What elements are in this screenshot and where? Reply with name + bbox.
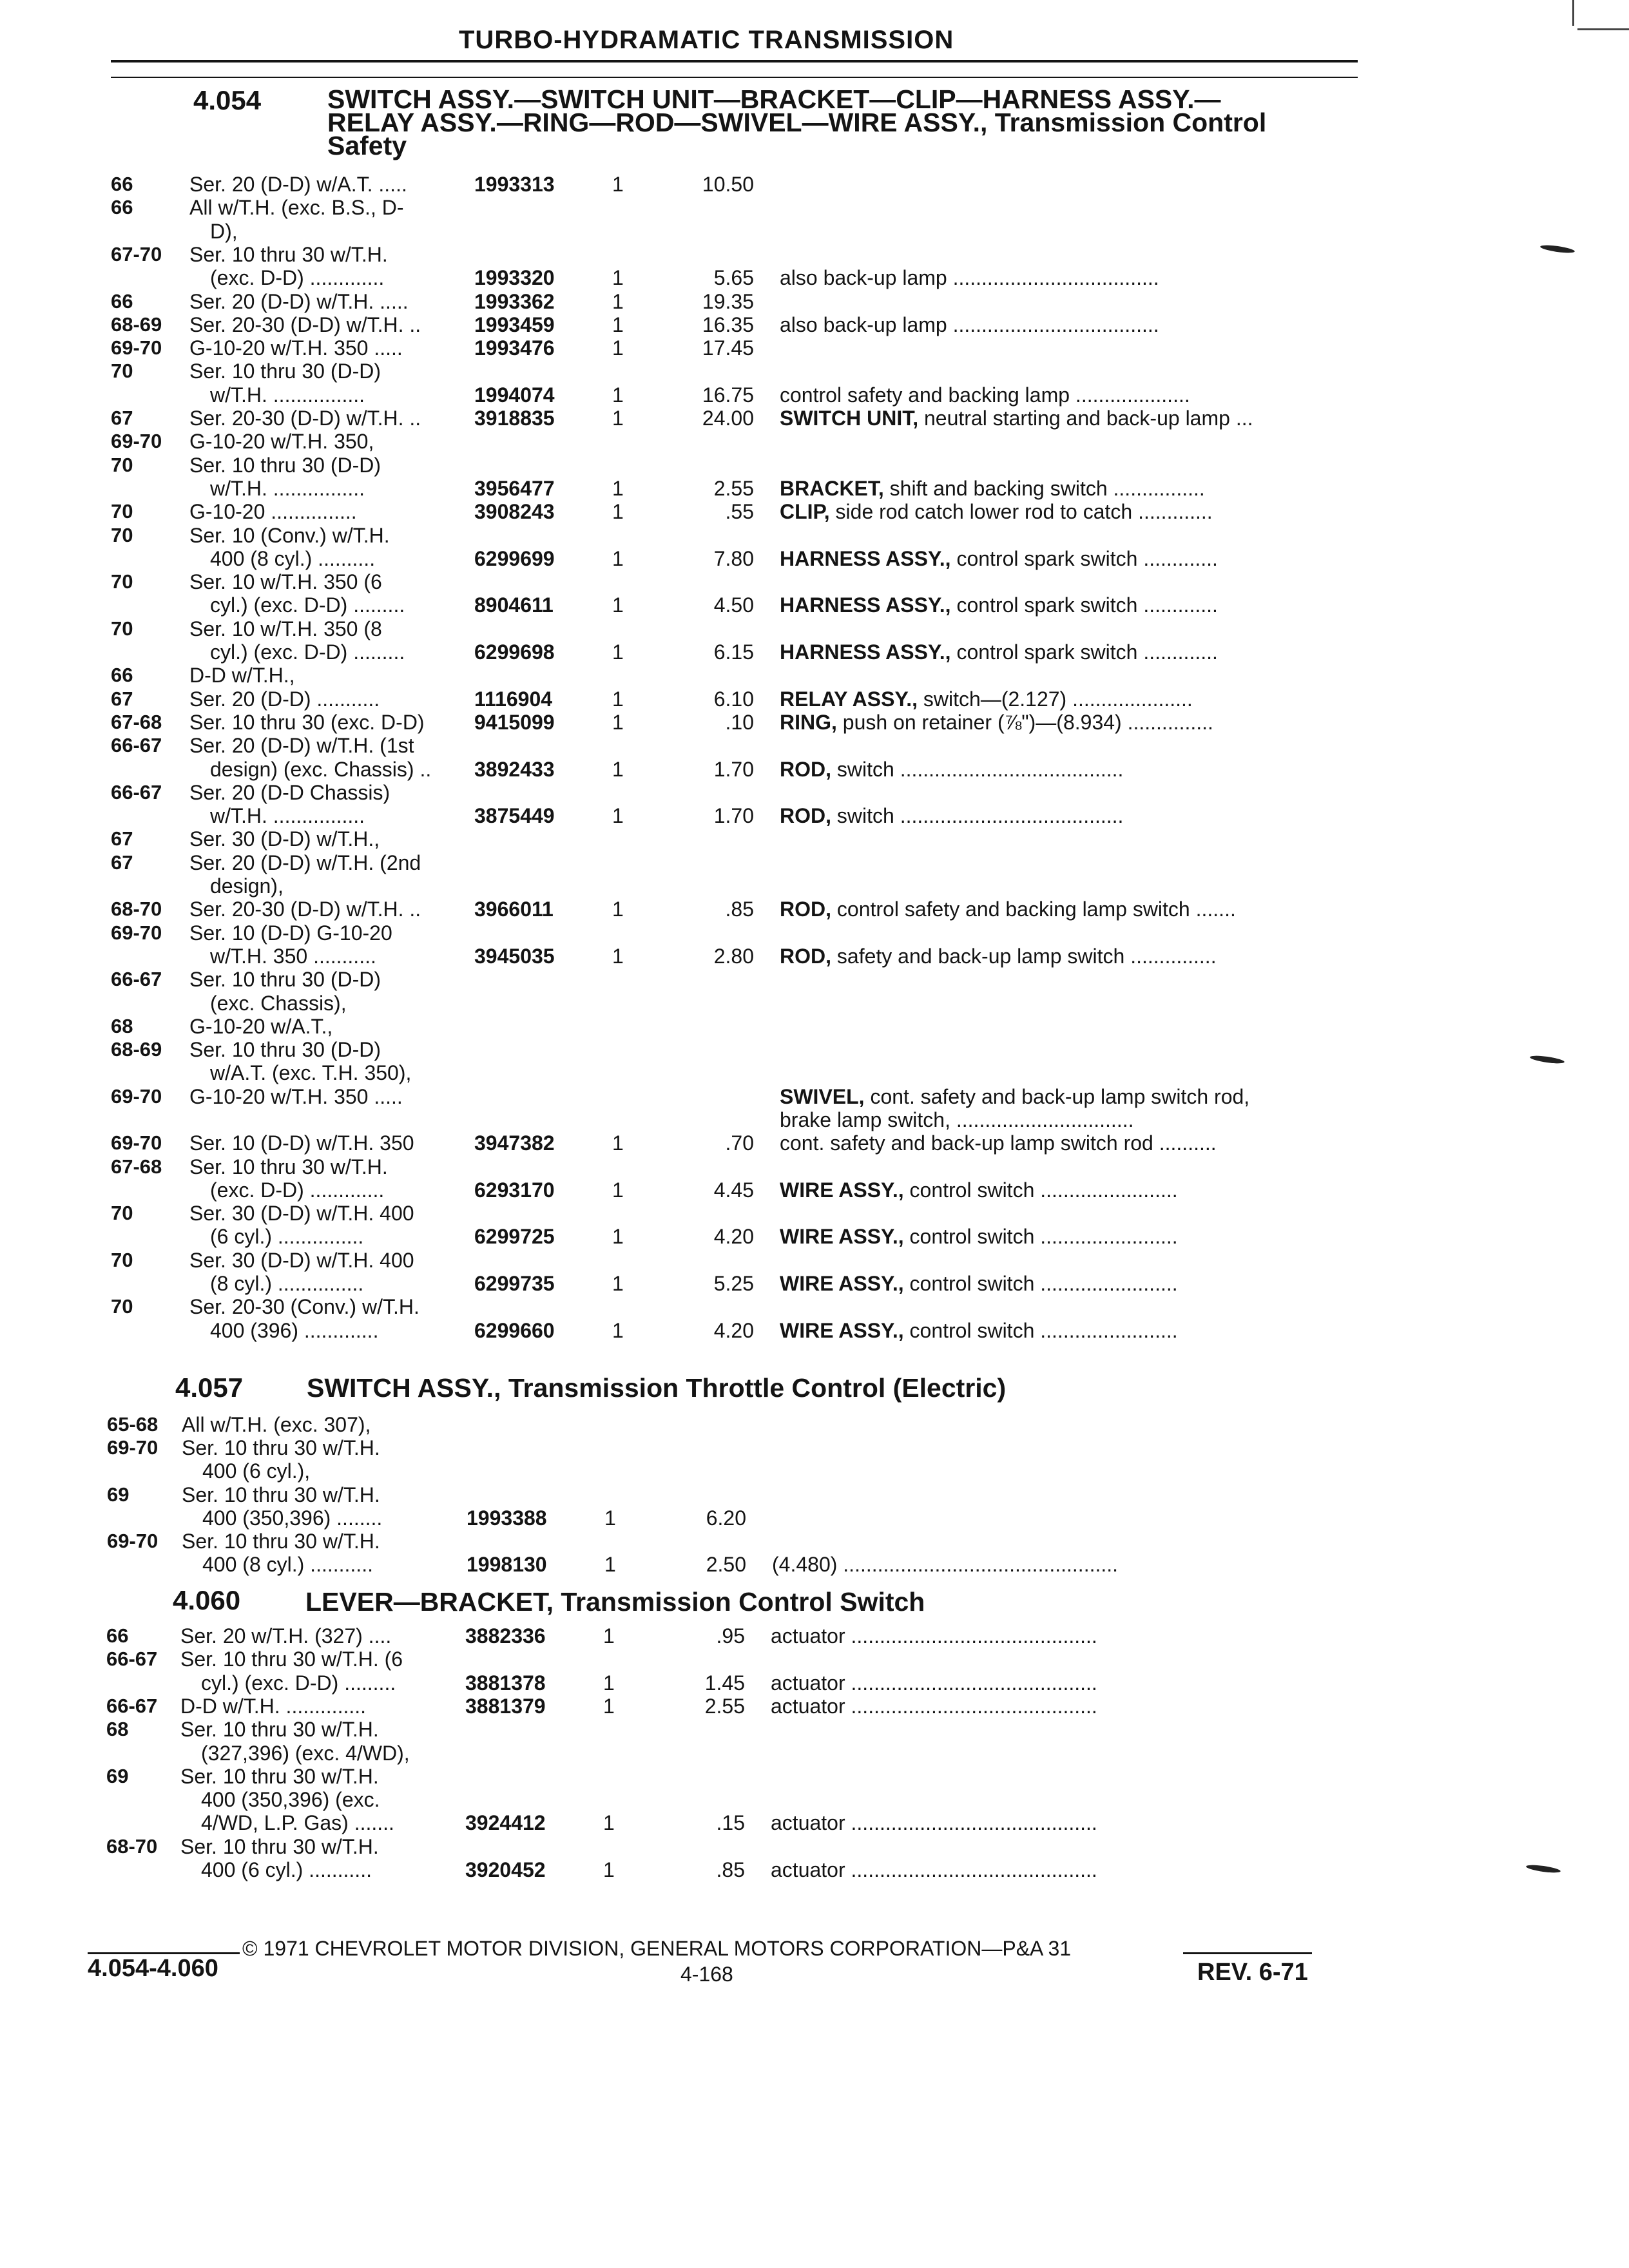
header-rule: [111, 60, 1358, 62]
part-remarks-text: side rod catch lower rod to catch .............: [829, 500, 1213, 523]
model-year: 69: [106, 1765, 129, 1787]
part-remarks: [780, 945, 1217, 968]
model-year: 69-70: [107, 1436, 159, 1459]
price: 2.55: [704, 1695, 745, 1718]
part-remarks-text: brake lamp switch, ...............................: [780, 1108, 1134, 1131]
model-year: 66: [111, 196, 133, 218]
application-description: G-10-20 ...............: [189, 500, 357, 523]
part-remarks-text: also back-up lamp ....................................: [780, 313, 1159, 336]
price: 4.50: [713, 593, 754, 617]
part-remarks-text: control switch ........................: [903, 1178, 1178, 1202]
footer-section-range: 4.054-4.060: [88, 1955, 218, 1982]
price: .85: [716, 1858, 745, 1881]
quantity: 1: [612, 898, 624, 921]
part-remarks: [771, 1671, 1097, 1695]
application-description: Ser. 10 thru 30 (D-D): [189, 360, 381, 383]
price: 24.00: [702, 407, 754, 430]
quantity: 1: [612, 477, 624, 500]
application-description: design) (exc. Chassis) ..: [210, 758, 432, 781]
quantity: 1: [603, 1695, 615, 1718]
model-year: 68: [106, 1718, 129, 1740]
application-description: cyl.) (exc. D-D) .........: [201, 1671, 396, 1695]
model-year: 66-67: [111, 781, 162, 803]
model-year: 66-67: [111, 734, 162, 756]
part-remarks: [780, 1131, 1217, 1155]
section-number: 4.054: [193, 85, 262, 115]
application-description: design),: [210, 874, 284, 898]
price: .85: [725, 898, 754, 921]
price: 1.70: [713, 758, 754, 781]
application-description: Ser. 20-30 (D-D) w/T.H. ..: [189, 313, 421, 336]
application-description: w/T.H. 350 ...........: [210, 945, 376, 968]
application-description: 400 (396) .............: [210, 1319, 379, 1342]
part-name: ROD,: [780, 945, 831, 968]
application-description: w/T.H. ................: [210, 804, 365, 827]
page-header-title: TURBO-HYDRAMATIC TRANSMISSION: [459, 26, 954, 54]
part-remarks: [780, 711, 1213, 735]
quantity: 1: [612, 687, 624, 711]
part-name: BRACKET,: [780, 477, 884, 500]
part-name: HARNESS ASSY.,: [780, 547, 951, 570]
application-description: Ser. 10 (D-D) w/T.H. 350: [189, 1131, 414, 1155]
model-year: 69-70: [107, 1530, 159, 1552]
application-description: (327,396) (exc. 4/WD),: [201, 1742, 410, 1765]
application-description: Ser. 20 (D-D) ...........: [189, 687, 380, 711]
footer-rule-right: [1183, 1952, 1312, 1954]
quantity: 1: [603, 1811, 615, 1834]
part-number: 6299698: [474, 640, 555, 664]
part-number: 3875449: [474, 804, 555, 827]
part-remarks-text: also back-up lamp ....................................: [780, 266, 1159, 289]
application-description: w/T.H. ................: [210, 477, 365, 500]
part-number: 3966011: [474, 898, 554, 921]
application-description: G-10-20 w/T.H. 350,: [189, 430, 374, 453]
price: .55: [725, 500, 754, 523]
price: 17.45: [702, 336, 754, 360]
model-year: 70: [111, 524, 133, 546]
price: .70: [725, 1131, 754, 1155]
part-remarks: [780, 547, 1218, 571]
application-description: All w/T.H. (exc. B.S., D-: [189, 196, 404, 219]
application-description: Ser. 10 thru 30 w/T.H.: [189, 243, 388, 266]
model-year: 67: [111, 407, 133, 429]
price: 4.20: [713, 1225, 754, 1248]
application-description: Ser. 10 thru 30 (D-D): [189, 968, 381, 991]
application-description: Ser. 10 thru 30 w/T.H.: [182, 1530, 380, 1553]
part-number: 3908243: [474, 500, 555, 523]
price: 2.80: [713, 945, 754, 968]
part-remarks: [780, 407, 1253, 430]
application-description: Ser. 20 w/T.H. (327) ....: [180, 1624, 392, 1648]
part-remarks: [771, 1811, 1097, 1835]
price: 1.45: [704, 1671, 745, 1695]
margin-punch-mark: [1526, 1863, 1561, 1874]
quantity: 1: [612, 593, 624, 617]
model-year: 68-69: [111, 1038, 162, 1061]
price: 1.70: [713, 804, 754, 827]
application-description: Ser. 10 w/T.H. 350 (6: [189, 570, 382, 593]
part-remarks: [780, 383, 1190, 407]
application-description: Ser. 20 (D-D) w/T.H. .....: [189, 290, 409, 313]
application-description: 400 (6 cyl.) ...........: [201, 1858, 372, 1881]
part-name: WIRE ASSY.,: [780, 1178, 904, 1202]
part-remarks: [780, 1272, 1178, 1296]
part-number: 3918835: [474, 407, 555, 430]
application-description: Ser. 30 (D-D) w/T.H.,: [189, 827, 380, 850]
price: 4.45: [713, 1178, 754, 1202]
application-description: All w/T.H. (exc. 307),: [182, 1413, 371, 1436]
model-year: 67-70: [111, 243, 162, 265]
part-remarks: [780, 1178, 1178, 1202]
model-year: 67: [111, 851, 133, 874]
part-number: 6299735: [474, 1272, 555, 1295]
part-remarks: [780, 640, 1218, 664]
model-year: 70: [111, 360, 133, 382]
model-year: 69-70: [111, 1085, 162, 1108]
quantity: 1: [612, 383, 624, 407]
application-description: D-D w/T.H. ..............: [180, 1695, 367, 1718]
application-description: D),: [210, 220, 238, 243]
part-name: SWITCH UNIT,: [780, 407, 919, 430]
part-number: 1993476: [474, 336, 555, 360]
scan-corner-mark-2: [1577, 28, 1629, 30]
price: 16.75: [702, 383, 754, 407]
price: 5.25: [713, 1272, 754, 1295]
application-description: Ser. 10 thru 30 (D-D): [189, 454, 381, 477]
application-description: (exc. Chassis),: [210, 992, 347, 1015]
part-number: 3920452: [465, 1858, 546, 1881]
application-description: Ser. 10 (Conv.) w/T.H.: [189, 524, 390, 547]
part-number: 6299660: [474, 1319, 555, 1342]
footer-rule-left: [88, 1952, 240, 1954]
part-number: 6299699: [474, 547, 555, 570]
price: 6.10: [713, 687, 754, 711]
price: 7.80: [713, 547, 754, 570]
model-year: 69-70: [111, 921, 162, 944]
part-remarks: [771, 1695, 1097, 1718]
quantity: 1: [612, 640, 624, 664]
application-description: (6 cyl.) ...............: [210, 1225, 364, 1248]
quantity: 1: [603, 1858, 615, 1881]
part-remarks-text: safety and back-up lamp switch ...............: [831, 945, 1217, 968]
footer-copyright: © 1971 CHEVROLET MOTOR DIVISION, GENERAL MOTORS CORPORATION—P&A 31: [242, 1937, 1072, 1960]
model-year: 68-70: [106, 1835, 158, 1858]
part-number: 3956477: [474, 477, 555, 500]
quantity: 1: [612, 945, 624, 968]
part-remarks: [780, 804, 1123, 828]
part-number: 3882336: [465, 1624, 546, 1648]
model-year: 69-70: [111, 430, 162, 452]
part-name: HARNESS ASSY.,: [780, 593, 951, 617]
application-description: Ser. 20 (D-D) w/T.H. (1st: [189, 734, 414, 757]
model-year: 70: [111, 1295, 133, 1318]
price: 16.35: [702, 313, 754, 336]
quantity: 1: [603, 1624, 615, 1648]
part-remarks-text: push on retainer (⅞")—(8.934) ...............: [836, 711, 1213, 734]
part-number: 1116904: [474, 687, 553, 711]
part-number: 6293170: [474, 1178, 555, 1202]
model-year: 69-70: [111, 336, 162, 359]
part-remarks-text: shift and backing switch ................: [883, 477, 1205, 500]
price: 10.50: [702, 173, 754, 196]
model-year: 70: [111, 1202, 133, 1224]
application-description: Ser. 10 thru 30 w/T.H. (6: [180, 1648, 403, 1671]
application-description: Ser. 20-30 (Conv.) w/T.H.: [189, 1295, 419, 1318]
model-year: 67-68: [111, 1155, 162, 1178]
part-number: 3947382: [474, 1131, 555, 1155]
model-year: 66: [111, 290, 133, 312]
margin-punch-mark: [1540, 244, 1576, 254]
quantity: 1: [604, 1553, 616, 1576]
part-remarks: [780, 1319, 1178, 1343]
part-number: 3924412: [465, 1811, 546, 1834]
quantity: 1: [612, 336, 624, 360]
application-description: G-10-20 w/A.T.,: [189, 1015, 333, 1038]
model-year: 65-68: [107, 1413, 159, 1436]
quantity: 1: [612, 1272, 624, 1295]
application-description: Ser. 10 thru 30 (exc. D-D): [189, 711, 425, 734]
part-number: 1993320: [474, 266, 555, 289]
application-description: cyl.) (exc. D-D) .........: [210, 640, 405, 664]
part-number: 1993459: [474, 313, 555, 336]
model-year: 68-70: [111, 898, 162, 920]
price: 4.20: [713, 1319, 754, 1342]
part-number: 3881379: [465, 1695, 546, 1718]
application-description: Ser. 20-30 (D-D) w/T.H. ..: [189, 407, 421, 430]
part-number: 3892433: [474, 758, 555, 781]
model-year: 68: [111, 1015, 133, 1037]
quantity: 1: [612, 266, 624, 289]
part-remarks-text: (4.480) ................................................: [772, 1553, 1119, 1576]
quantity: 1: [604, 1506, 616, 1530]
model-year: 68-69: [111, 313, 162, 336]
application-description: 400 (350,396) ........: [202, 1506, 383, 1530]
part-remarks-text: control switch ........................: [903, 1272, 1178, 1295]
part-remarks-text: neutral starting and back-up lamp ...: [918, 407, 1253, 430]
price: 2.55: [713, 477, 754, 500]
model-year: 66-67: [106, 1648, 158, 1670]
price: .15: [716, 1811, 745, 1834]
part-remarks-text: actuator ...........................................: [771, 1858, 1097, 1881]
part-remarks: [780, 898, 1236, 921]
model-year: 66: [111, 664, 133, 686]
section-title: SWITCH ASSY.—SWITCH UNIT—BRACKET—CLIP—HARNESS ASSY.—: [327, 84, 1221, 114]
quantity: 1: [612, 1319, 624, 1342]
part-number: 1993388: [467, 1506, 547, 1530]
model-year: 69-70: [111, 1131, 162, 1154]
part-remarks: [771, 1624, 1097, 1648]
part-remarks-text: switch—(2.127) .....................: [918, 687, 1193, 711]
application-description: Ser. 10 w/T.H. 350 (8: [189, 617, 382, 640]
part-name: ROD,: [780, 898, 831, 921]
application-description: 400 (350,396) (exc.: [201, 1788, 380, 1811]
application-description: G-10-20 w/T.H. 350 .....: [189, 1085, 403, 1108]
part-remarks: [780, 593, 1218, 617]
part-number: 6299725: [474, 1225, 555, 1248]
part-remarks-text: actuator ...........................................: [771, 1695, 1097, 1718]
quantity: 1: [612, 407, 624, 430]
part-number: 1993362: [474, 290, 555, 313]
part-remarks-text: control spark switch .............: [950, 547, 1218, 570]
model-year: 66: [106, 1624, 129, 1647]
part-number: 3881378: [465, 1671, 546, 1695]
part-number: 1994074: [474, 383, 555, 407]
footer-revision: REV. 6-71: [1197, 1959, 1308, 1986]
application-description: 400 (8 cyl.) ..........: [210, 547, 376, 570]
part-name: CLIP,: [780, 500, 830, 523]
part-remarks-text: actuator ...........................................: [771, 1624, 1097, 1648]
quantity: 1: [612, 804, 624, 827]
part-name: WIRE ASSY.,: [780, 1319, 904, 1342]
application-description: 400 (8 cyl.) ...........: [202, 1553, 373, 1576]
model-year: 70: [111, 570, 133, 593]
application-description: Ser. 10 thru 30 w/T.H.: [180, 1835, 379, 1858]
part-number: 8904611: [474, 593, 554, 617]
model-year: 70: [111, 454, 133, 476]
part-name: RELAY ASSY.,: [780, 687, 918, 711]
quantity: 1: [612, 711, 624, 734]
model-year: 66-67: [111, 968, 162, 990]
part-number: 1998130: [467, 1553, 547, 1576]
part-name: HARNESS ASSY.,: [780, 640, 951, 664]
model-year: 67: [111, 827, 133, 850]
model-year: 70: [111, 1249, 133, 1271]
section-title: SWITCH ASSY., Transmission Throttle Control (Electric): [307, 1373, 1007, 1403]
scan-corner-mark: [1572, 0, 1574, 26]
part-remarks-text: actuator ...........................................: [771, 1811, 1097, 1834]
application-description: D-D w/T.H.,: [189, 664, 295, 687]
application-description: Ser. 10 thru 30 w/T.H.: [180, 1718, 379, 1741]
part-remarks: [772, 1553, 1118, 1577]
application-description: (8 cyl.) ...............: [210, 1272, 364, 1295]
part-remarks: [780, 313, 1159, 337]
application-description: Ser. 10 thru 30 w/T.H.: [182, 1436, 380, 1459]
price: .95: [716, 1624, 745, 1648]
quantity: 1: [603, 1671, 615, 1695]
part-remarks-text: control spark switch .............: [950, 640, 1218, 664]
header-rule-2: [111, 77, 1358, 78]
application-description: w/A.T. (exc. T.H. 350),: [210, 1061, 412, 1084]
application-description: Ser. 10 thru 30 (D-D): [189, 1038, 381, 1061]
model-year: 67-68: [111, 711, 162, 733]
section-number: 4.060: [173, 1585, 241, 1615]
part-number: 1993313: [474, 173, 555, 196]
footer-page-number: 4-168: [680, 1963, 733, 1986]
application-description: Ser. 10 thru 30 w/T.H.: [189, 1155, 388, 1178]
application-description: Ser. 10 (D-D) G-10-20: [189, 921, 392, 945]
quantity: 1: [612, 1131, 624, 1155]
part-remarks: [780, 500, 1213, 524]
part-name: ROD,: [780, 804, 831, 827]
price: 5.65: [713, 266, 754, 289]
application-description: Ser. 30 (D-D) w/T.H. 400: [189, 1202, 414, 1225]
application-description: (exc. D-D) .............: [210, 1178, 385, 1202]
application-description: cyl.) (exc. D-D) .........: [210, 593, 405, 617]
price: 6.20: [706, 1506, 746, 1530]
quantity: 1: [612, 313, 624, 336]
part-name: ROD,: [780, 758, 831, 781]
part-remarks-text: control spark switch .............: [950, 593, 1218, 617]
price: 6.15: [713, 640, 754, 664]
part-name: WIRE ASSY.,: [780, 1225, 904, 1248]
part-remarks-text: control safety and backing lamp ....................: [780, 383, 1190, 407]
part-remarks: [780, 266, 1159, 290]
part-name: RING,: [780, 711, 837, 734]
application-description: Ser. 20 (D-D) w/T.H. (2nd: [189, 851, 421, 874]
section-title: RELAY ASSY.—RING—ROD—SWIVEL—WIRE ASSY., Transmission Control: [327, 108, 1267, 137]
price: 19.35: [702, 290, 754, 313]
quantity: 1: [612, 1225, 624, 1248]
quantity: 1: [612, 290, 624, 313]
application-description: G-10-20 w/T.H. 350 .....: [189, 336, 403, 360]
section-number: 4.057: [175, 1372, 244, 1403]
part-number: 3945035: [474, 945, 555, 968]
model-year: 66-67: [106, 1695, 158, 1717]
model-year: 70: [111, 617, 133, 640]
section-title: Safety: [327, 131, 407, 160]
part-remarks: [780, 758, 1123, 782]
part-remarks: [780, 1225, 1178, 1249]
part-remarks: [780, 1108, 1133, 1132]
part-remarks-text: switch .......................................: [831, 804, 1124, 827]
quantity: 1: [612, 547, 624, 570]
quantity: 1: [612, 173, 624, 196]
price: .10: [725, 711, 754, 734]
part-remarks: [771, 1858, 1097, 1882]
price: 2.50: [706, 1553, 746, 1576]
application-description: 4/WD, L.P. Gas) .......: [201, 1811, 394, 1834]
part-number: 9415099: [474, 711, 555, 734]
part-remarks-text: cont. safety and back-up lamp switch rod,: [864, 1085, 1250, 1108]
part-remarks: [780, 687, 1193, 711]
application-description: w/T.H. ................: [210, 383, 365, 407]
quantity: 1: [612, 758, 624, 781]
model-year: 67: [111, 687, 133, 710]
application-description: Ser. 20 (D-D Chassis): [189, 781, 390, 804]
part-remarks-text: control switch ........................: [903, 1225, 1178, 1248]
application-description: Ser. 20 (D-D) w/A.T. .....: [189, 173, 407, 196]
part-remarks-text: cont. safety and back-up lamp switch rod ..........: [780, 1131, 1217, 1155]
part-remarks-text: actuator ...........................................: [771, 1671, 1097, 1695]
part-remarks-text: switch .......................................: [831, 758, 1124, 781]
quantity: 1: [612, 500, 624, 523]
application-description: Ser. 20-30 (D-D) w/T.H. ..: [189, 898, 421, 921]
model-year: 70: [111, 500, 133, 523]
application-description: Ser. 10 thru 30 w/T.H.: [180, 1765, 379, 1788]
part-remarks-text: control switch ........................: [903, 1319, 1178, 1342]
part-name: SWIVEL,: [780, 1085, 865, 1108]
application-description: Ser. 30 (D-D) w/T.H. 400: [189, 1249, 414, 1272]
application-description: (exc. D-D) .............: [210, 266, 385, 289]
model-year: 66: [111, 173, 133, 195]
application-description: Ser. 10 thru 30 w/T.H.: [182, 1483, 380, 1506]
margin-punch-mark: [1530, 1054, 1565, 1064]
quantity: 1: [612, 1178, 624, 1202]
part-remarks-text: control safety and backing lamp switch .......: [831, 898, 1236, 921]
application-description: 400 (6 cyl.),: [202, 1459, 311, 1483]
part-remarks: [780, 477, 1205, 501]
section-title: LEVER—BRACKET, Transmission Control Switch: [305, 1587, 925, 1617]
part-remarks: [780, 1085, 1249, 1109]
model-year: 69: [107, 1483, 130, 1506]
part-name: WIRE ASSY.,: [780, 1272, 904, 1295]
